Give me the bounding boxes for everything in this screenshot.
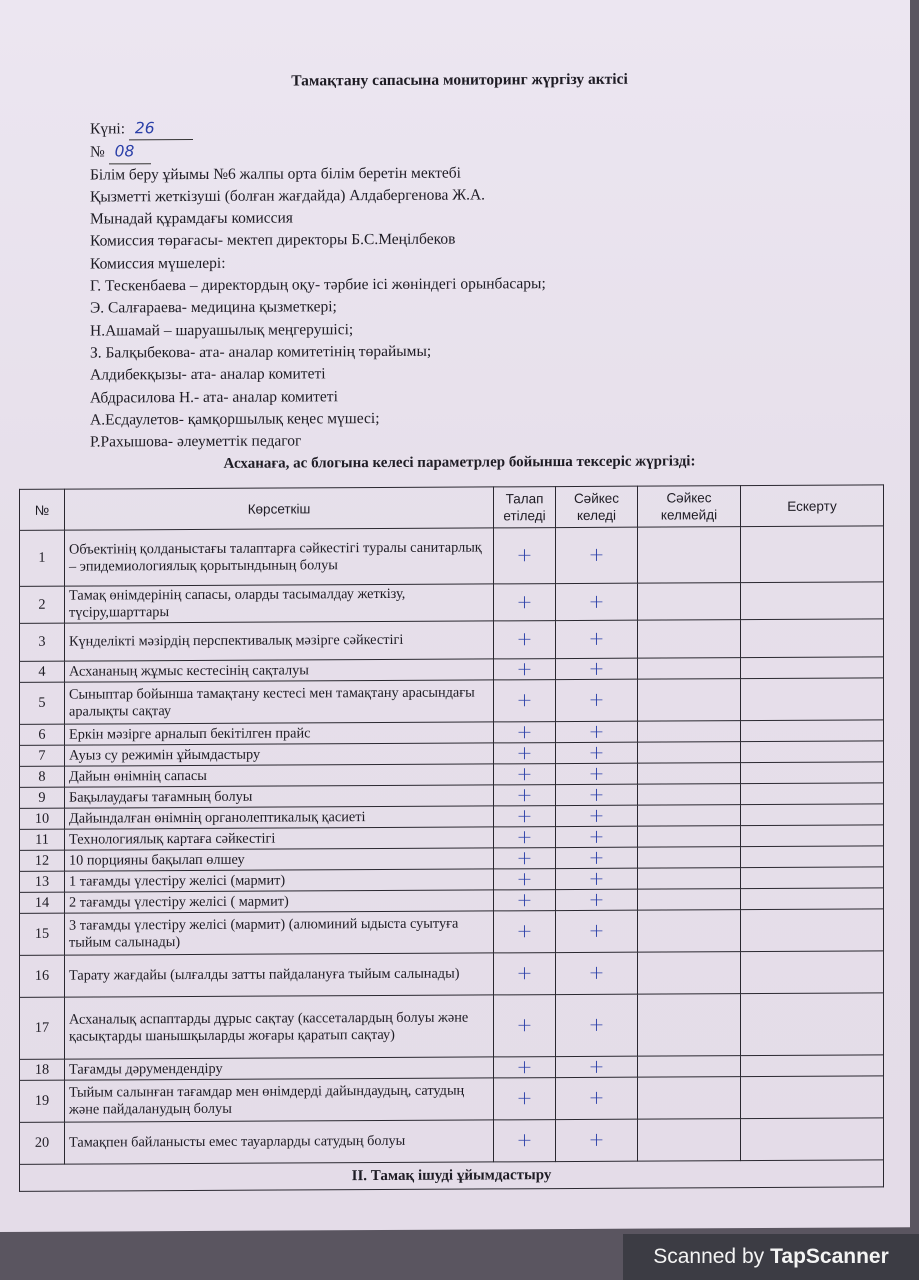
section-row: [20, 1160, 884, 1192]
note-cell: [741, 951, 884, 994]
note-cell: [741, 762, 884, 784]
header-not-matches: Сәйкес келмейді: [638, 486, 741, 528]
note-cell: [741, 720, 884, 742]
required-mark: +: [494, 584, 556, 621]
note-cell: [741, 657, 884, 679]
required-mark: +: [494, 785, 556, 806]
not-matches-cell: [638, 784, 741, 806]
header-line: Г. Тескенбаева – директордың оқу- тәрбие ісі жөніндегі орынбасары;: [90, 275, 546, 295]
not-matches-cell: [638, 826, 741, 848]
matches-mark: +: [556, 763, 638, 784]
row-indicator: Сыныптар бойынша тамақтану кестесі мен тамақтану арасындағы аралықты сақтау: [65, 680, 494, 724]
header-line: Комиссия төрағасы- мектеп директоры Б.С.Меңілбеков: [90, 231, 456, 251]
header-line: Алдибекқызы- ата- аналар комитеті: [90, 365, 326, 384]
not-matches-cell: [638, 527, 741, 584]
section-title: II. Тамақ ішуді ұйымдастыру: [20, 1160, 884, 1192]
row-number: 14: [20, 892, 65, 913]
required-mark: +: [494, 722, 556, 743]
table-row: [20, 678, 884, 725]
header-line: Қызметті жеткізуші (болған жағдайда) Алдабергенова Ж.А.: [90, 186, 486, 206]
required-mark: +: [494, 659, 556, 680]
row-indicator: Бақылаудағы тағамның болуы: [65, 785, 494, 808]
required-mark: +: [494, 764, 556, 785]
header-line: А.Есдаулетов- қамқоршылық кеңес мүшесі;: [90, 409, 380, 429]
not-matches-cell: [638, 658, 741, 680]
not-matches-cell: [638, 1119, 741, 1162]
scanner-watermark: [623, 1234, 919, 1280]
not-matches-cell: [638, 889, 741, 911]
matches-mark: +: [556, 826, 638, 847]
row-number: 16: [20, 955, 65, 997]
header-line: Білім беру ұйымы №6 жалпы орта білім беретін мектебі: [90, 164, 461, 184]
table-body: [20, 526, 884, 1165]
row-indicator: Ауыз су режимін ұйымдастыру: [65, 743, 494, 766]
watermark-prefix: Scanned by: [653, 1245, 765, 1268]
note-cell: [741, 909, 884, 952]
document-title: Тамақтану сапасына мониторинг жүргізу актісі: [291, 70, 628, 90]
matches-mark: +: [556, 994, 638, 1056]
header-indicator: Көрсеткіш: [65, 487, 494, 530]
date-value: 26: [129, 117, 193, 141]
table-row: [20, 1118, 884, 1165]
not-matches-cell: [638, 805, 741, 827]
required-mark: +: [494, 621, 556, 659]
table-row: [20, 619, 884, 662]
row-number: 20: [20, 1122, 65, 1164]
note-cell: [741, 783, 884, 805]
header-required: Талап етіледі: [494, 487, 556, 528]
required-mark: +: [494, 890, 556, 911]
row-number: 15: [20, 913, 65, 955]
number-value: 08: [109, 141, 151, 165]
table-row: [20, 526, 884, 587]
row-indicator: Технологиялық картаға сәйкестігі: [65, 827, 494, 850]
row-number: 2: [20, 586, 65, 623]
row-indicator: Дайындалған өнімнің органолептикалық қасиеті: [65, 806, 494, 829]
matches-mark: +: [556, 1056, 638, 1077]
row-number: 11: [20, 829, 65, 850]
note-cell: [741, 993, 884, 1056]
row-number: 1: [20, 530, 65, 586]
matches-mark: +: [556, 805, 638, 826]
not-matches-cell: [638, 763, 741, 785]
document-header: [90, 113, 890, 454]
row-number: 19: [20, 1080, 65, 1122]
not-matches-cell: [638, 721, 741, 743]
table-row: [20, 1076, 884, 1123]
required-mark: +: [494, 911, 556, 953]
row-number: 12: [20, 850, 65, 871]
not-matches-cell: [638, 952, 741, 995]
matches-mark: +: [556, 889, 638, 910]
matches-mark: +: [556, 847, 638, 868]
row-indicator: Тарату жағдайы (ылғалды затты пайдалануға тыйым салынады): [65, 953, 494, 997]
row-indicator: 3 тағамды үлестіру желісі (мармит) (алюминий ыдыста суытуға тыйым салынады): [65, 911, 494, 955]
required-mark: +: [494, 953, 556, 995]
matches-mark: +: [556, 868, 638, 889]
required-mark: +: [494, 806, 556, 827]
row-number: 18: [20, 1059, 65, 1080]
table-header-row: [20, 485, 884, 531]
row-number: 9: [20, 787, 65, 808]
row-indicator: Тамақпен байланысты емес тауарларды сатудың болуы: [65, 1120, 494, 1164]
matches-mark: +: [556, 784, 638, 805]
required-mark: +: [494, 995, 556, 1057]
matches-mark: +: [556, 527, 638, 583]
required-mark: +: [494, 1057, 556, 1078]
note-cell: [741, 619, 884, 658]
header-num: №: [20, 489, 65, 530]
note-cell: [741, 846, 884, 868]
row-indicator: 2 тағамды үлестіру желісі ( мармит): [65, 890, 494, 913]
row-number: 4: [20, 661, 65, 682]
not-matches-cell: [638, 742, 741, 764]
table-subtitle: Асханаға, ас блогына келесі параметрлер бойынша тексеріс жүргізді:: [223, 453, 696, 472]
row-number: 6: [20, 724, 65, 745]
not-matches-cell: [638, 583, 741, 621]
header-line: Абдрасилова Н.- ата- аналар комитеті: [90, 387, 338, 407]
date-label: Күні:: [90, 120, 125, 138]
row-indicator: Тамақ өнімдерінің сапасы, оларды тасымалдау жеткізу, түсіру,шарттары: [65, 584, 494, 623]
note-cell: [741, 1118, 884, 1161]
matches-mark: +: [556, 1077, 638, 1119]
required-mark: +: [494, 528, 556, 584]
not-matches-cell: [638, 620, 741, 659]
table-row: [20, 582, 884, 624]
not-matches-cell: [638, 868, 741, 890]
table-row: [20, 909, 884, 956]
matches-mark: +: [556, 1119, 638, 1161]
note-cell: [741, 825, 884, 847]
required-mark: +: [494, 1078, 556, 1120]
row-number: 13: [20, 871, 65, 892]
required-mark: +: [494, 869, 556, 890]
table-row: [20, 951, 884, 998]
row-number: 7: [20, 745, 65, 766]
header-line: Р.Рахышова- әлеуметтік педагог: [90, 432, 302, 451]
header-line: Н.Ашамай – шаруашылық меңгерушісі;: [90, 320, 354, 340]
header-matches: Сәйкес келеді: [556, 486, 638, 527]
header-line: З. Балқыбекова- ата- аналар комитетінің төрайымы;: [90, 342, 432, 362]
row-number: 10: [20, 808, 65, 829]
header-line: Комиссия мүшелері:: [90, 254, 226, 273]
row-indicator: Тыйым салынған тағамдар мен өнімдерді дайындаудың, сатудың және пайдаланудың болуы: [65, 1078, 494, 1122]
note-cell: [741, 804, 884, 826]
matches-mark: +: [556, 679, 638, 721]
row-indicator: Тағамды дәрумендендіру: [65, 1057, 494, 1080]
not-matches-cell: [638, 847, 741, 869]
note-cell: [741, 741, 884, 763]
row-indicator: Асхананың жұмыс кестесінің сақталуы: [65, 659, 494, 682]
not-matches-cell: [638, 679, 741, 722]
required-mark: +: [494, 743, 556, 764]
watermark-brand: TapScanner: [770, 1245, 889, 1268]
not-matches-cell: [638, 1077, 741, 1120]
row-number: 5: [20, 682, 65, 724]
matches-mark: +: [556, 910, 638, 952]
matches-mark: +: [556, 742, 638, 763]
header-line: Мынадай құрамдағы комиссия: [90, 209, 293, 228]
note-cell: [741, 526, 884, 583]
matches-mark: +: [556, 952, 638, 994]
note-cell: [741, 678, 884, 721]
matches-mark: +: [556, 620, 638, 658]
row-number: 8: [20, 766, 65, 787]
row-indicator: 10 порцияны бақылап өлшеу: [65, 848, 494, 871]
header-line: Э. Салғараева- медицина қызметкері;: [90, 298, 337, 317]
required-mark: +: [494, 680, 556, 722]
note-cell: [741, 888, 884, 910]
note-cell: [741, 1055, 884, 1077]
matches-mark: +: [556, 583, 638, 620]
note-cell: [741, 867, 884, 889]
table-row: [20, 993, 884, 1060]
row-indicator: Күнделікті мәзірдің перспективалық мәзірге сәйкестігі: [65, 621, 494, 661]
row-indicator: Дайын өнімнің сапасы: [65, 764, 494, 787]
not-matches-cell: [638, 910, 741, 953]
number-label: №: [90, 143, 105, 161]
required-mark: +: [494, 1120, 556, 1162]
note-cell: [741, 582, 884, 620]
not-matches-cell: [638, 1056, 741, 1078]
inspection-table: [19, 484, 884, 1192]
row-indicator: Еркін мәзірге арналып бекітілген прайс: [65, 722, 494, 745]
row-indicator: 1 тағамды үлестіру желісі (мармит): [65, 869, 494, 892]
row-indicator: Объектінің қолданыстағы талаптарға сәйкестігі туралы санитарлық – эпидемиологиялық қорытындының болуы: [65, 528, 494, 586]
required-mark: +: [494, 848, 556, 869]
row-number: 3: [20, 623, 65, 661]
not-matches-cell: [638, 994, 741, 1057]
header-note: Ескерту: [741, 485, 884, 527]
note-cell: [741, 1076, 884, 1119]
row-number: 17: [20, 997, 65, 1059]
row-indicator: Асханалық аспаптарды дұрыс сақтау (кассеталардың болуы және қасықтарды шанышқыларды жоғары қаратып сақтау): [65, 995, 494, 1059]
required-mark: +: [494, 827, 556, 848]
matches-mark: +: [556, 721, 638, 742]
matches-mark: +: [556, 658, 638, 679]
